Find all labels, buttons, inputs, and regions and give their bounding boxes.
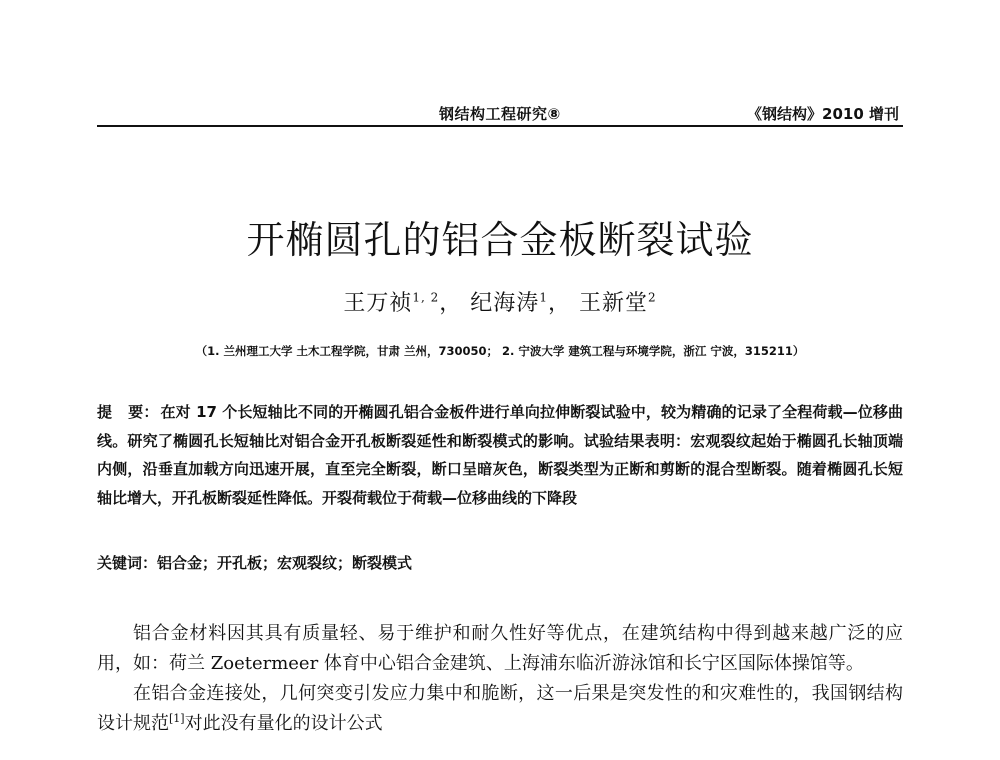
paragraph-text: 在铝合金连接处，几何突变引发应力集中和脆断，这一后果是突发性的和灾难性的，我国钢结构设计规范: [97, 683, 903, 734]
affiliations: （1. 兰州理工大学 土木工程学院，甘肃 兰州，730050； 2. 宁波大学 建筑工程与环境学院，浙江 宁波，315211）: [195, 344, 805, 358]
running-header: [97, 103, 903, 125]
author-name: 纪海涛: [470, 291, 540, 316]
body-paragraph: [97, 679, 903, 739]
author-affiliation-mark: 2: [647, 290, 657, 305]
keywords: [97, 552, 903, 573]
body-text: [97, 619, 903, 739]
paragraph-text: 对此没有量化的设计公式: [184, 713, 383, 734]
series-label: 钢结构工程研究⑧: [439, 105, 561, 123]
author-affiliation-mark: 1, 2: [412, 290, 440, 305]
body-paragraph: 铝合金材料因其具有质量轻、易于维护和耐久性好等优点，在建筑结构中得到越来越广泛的应用，如：荷兰 Zoetermeer 体育中心铝合金建筑、上海浦东临沂游泳馆和长宁区国际体操馆等。: [97, 623, 903, 674]
abstract-text: 在对 17 个长短轴比不同的开椭圆孔铝合金板件进行单向拉伸断裂试验中，较为精确的记录了全程荷载—位移曲线。研究了椭圆孔长短轴比对铝合金开孔板断裂延性和断裂模式的影响。试验结果表明：宏观裂纹起始于椭圆孔长轴顶端内侧，沿垂直加载方向迅速开展，直至完全断裂，断口呈暗灰色，断裂类型为正断和剪断的混合型断裂。随着椭圆孔长短轴比增大，开孔板断裂延性降低。开裂荷载位于荷载—位移曲线的下降段: [97, 403, 903, 507]
abstract: [97, 398, 903, 512]
author-list: [0, 286, 1000, 317]
author-affiliation-mark: 1: [539, 290, 548, 305]
keywords-label: 关键词：: [97, 554, 158, 572]
header-rule: [97, 125, 903, 127]
author-separator: ，: [439, 291, 463, 316]
author-separator: ，: [547, 291, 571, 316]
author-name: 王万祯: [343, 291, 413, 316]
paper-title: 开椭圆孔的铝合金板断裂试验: [246, 218, 754, 263]
abstract-label: 提 要：: [97, 403, 159, 421]
citation-reference[interactable]: [1]: [169, 712, 185, 725]
author-name: 王新堂: [578, 291, 648, 316]
journal-label: 《钢结构》2010 增刊: [747, 105, 899, 123]
keywords-text: 铝合金；开孔板；宏观裂纹；断裂模式: [157, 554, 413, 572]
